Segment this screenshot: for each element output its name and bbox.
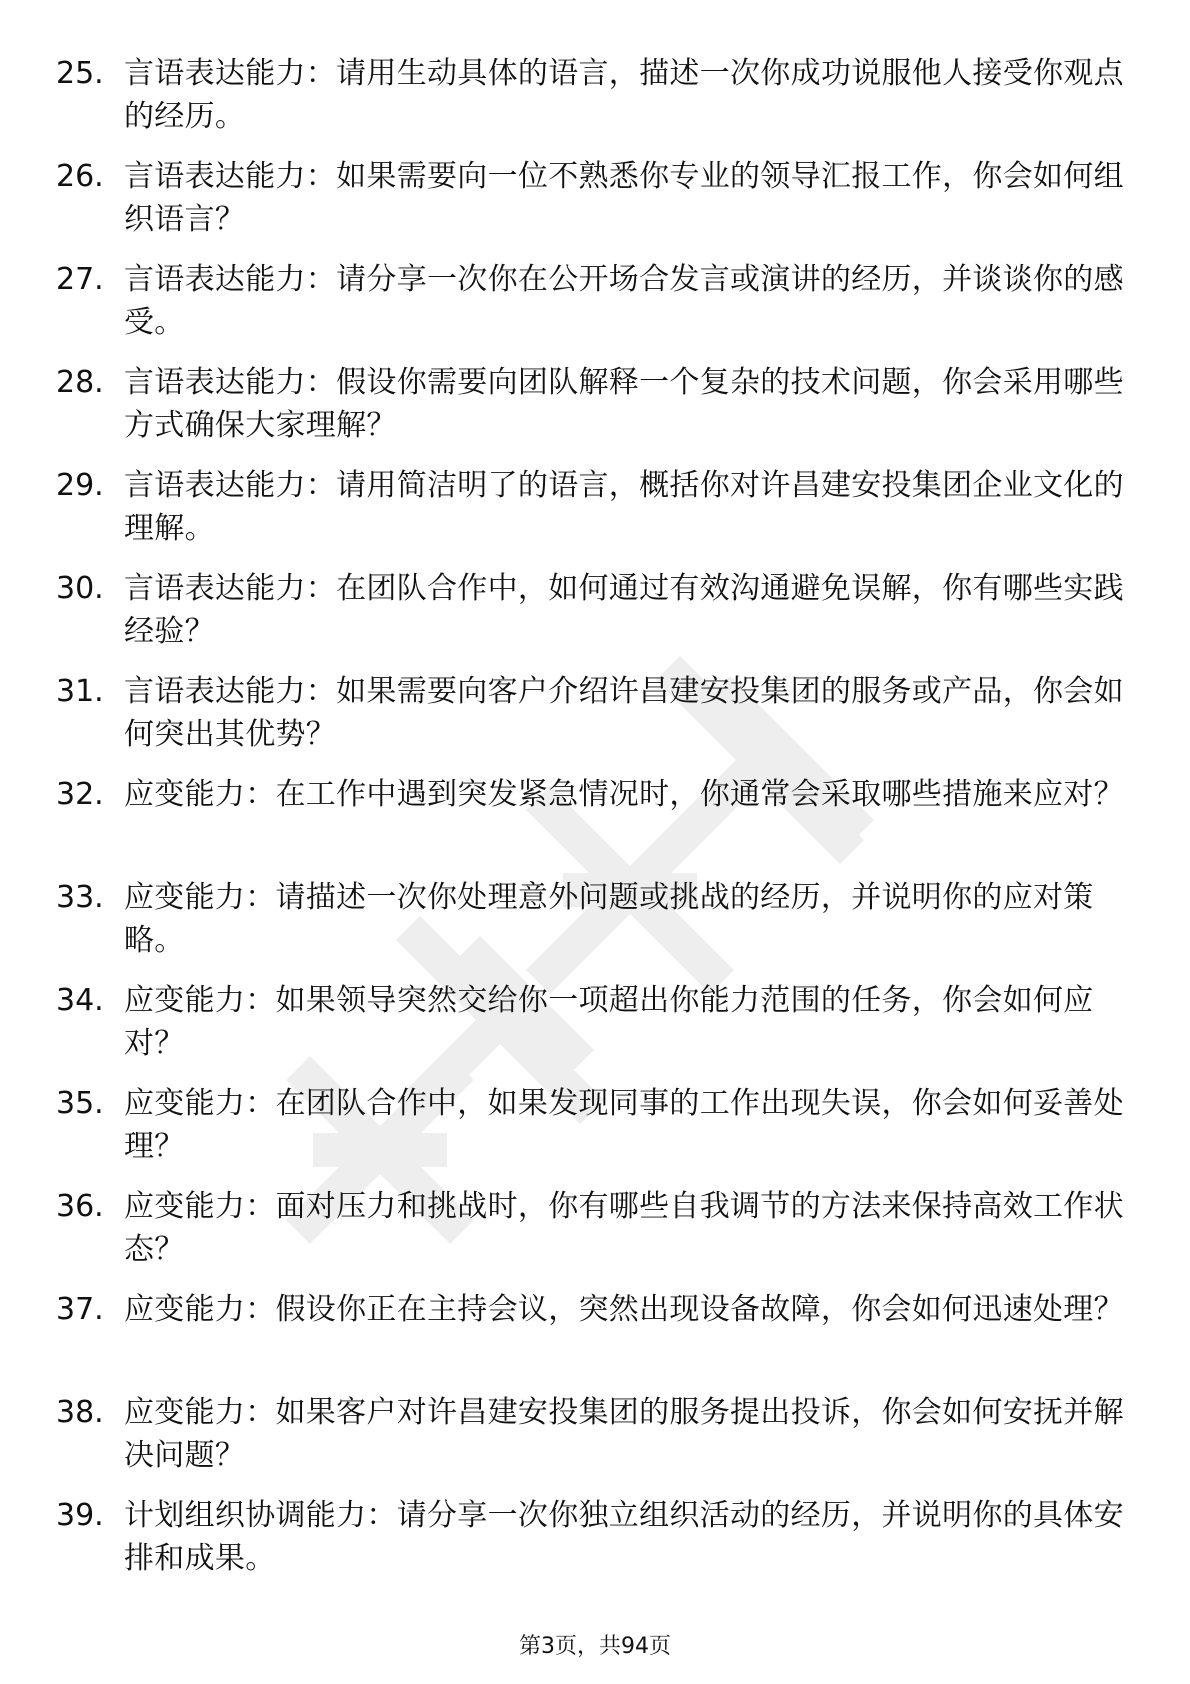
question-text: 言语表达能力：请分享一次你在公开场合发言或演讲的经历，并谈谈你的感受。: [124, 262, 1124, 340]
question-item: [0, 1082, 1190, 1175]
question-number: 33.: [56, 880, 104, 915]
question-item: [0, 258, 1190, 351]
question-number: 37.: [56, 1292, 104, 1327]
question-text: 计划组织协调能力：请分享一次你独立组织活动的经历，并说明你的具体安排和成果。: [124, 1498, 1124, 1576]
question-number: 25.: [56, 56, 104, 91]
question-item: [0, 361, 1190, 454]
question-number: 31.: [56, 674, 104, 709]
question-text: 言语表达能力：假设你需要向团队解释一个复杂的技术问题，你会采用哪些方式确保大家理解？: [124, 365, 1124, 443]
question-list: [0, 52, 1190, 1597]
question-text: 言语表达能力：请用生动具体的语言，描述一次你成功说服他人接受你观点的经历。: [124, 56, 1124, 134]
question-text: 言语表达能力：如果需要向一位不熟悉你专业的领导汇报工作，你会如何组织语言？: [124, 159, 1124, 237]
question-text: 应变能力：面对压力和挑战时，你有哪些自我调节的方法来保持高效工作状态？: [124, 1189, 1124, 1267]
question-text: 应变能力：请描述一次你处理意外问题或挑战的经历，并说明你的应对策略。: [124, 880, 1094, 958]
question-number: 35.: [56, 1086, 104, 1121]
question-text: 言语表达能力：请用简洁明了的语言，概括你对许昌建安投集团企业文化的理解。: [124, 468, 1124, 546]
question-item: [0, 1288, 1190, 1381]
question-item: [0, 773, 1190, 866]
question-number: 36.: [56, 1189, 104, 1224]
question-number: 32.: [56, 777, 104, 812]
question-item: [0, 155, 1190, 248]
page-number: 第3页，共94页: [519, 1634, 671, 1659]
question-number: 38.: [56, 1395, 104, 1430]
question-item: [0, 876, 1190, 969]
question-item: [0, 1391, 1190, 1484]
question-number: 28.: [56, 365, 104, 400]
question-text: 应变能力：在团队合作中，如果发现同事的工作出现失误，你会如何妥善处理？: [124, 1086, 1124, 1164]
question-item: [0, 670, 1190, 763]
question-text: 言语表达能力：在团队合作中，如何通过有效沟通避免误解，你有哪些实践经验？: [124, 571, 1124, 649]
question-number: 39.: [56, 1498, 104, 1533]
question-item: [0, 1185, 1190, 1278]
question-text: 应变能力：假设你正在主持会议，突然出现设备故障，你会如何迅速处理？: [124, 1292, 1124, 1327]
question-item: [0, 52, 1190, 145]
question-text: 应变能力：如果领导突然交给你一项超出你能力范围的任务，你会如何应对？: [124, 983, 1094, 1061]
question-item: [0, 464, 1190, 557]
question-number: 26.: [56, 159, 104, 194]
question-item: [0, 567, 1190, 660]
question-text: 言语表达能力：如果需要向客户介绍许昌建安投集团的服务或产品，你会如何突出其优势？: [124, 674, 1124, 752]
question-number: 29.: [56, 468, 104, 503]
question-item: [0, 1494, 1190, 1587]
question-number: 34.: [56, 983, 104, 1018]
question-item: [0, 979, 1190, 1072]
question-number: 30.: [56, 571, 104, 606]
question-text: 应变能力：在工作中遇到突发紧急情况时，你通常会采取哪些措施来应对？: [124, 777, 1124, 812]
question-number: 27.: [56, 262, 104, 297]
question-text: 应变能力：如果客户对许昌建安投集团的服务提出投诉，你会如何安抚并解决问题？: [124, 1395, 1124, 1473]
